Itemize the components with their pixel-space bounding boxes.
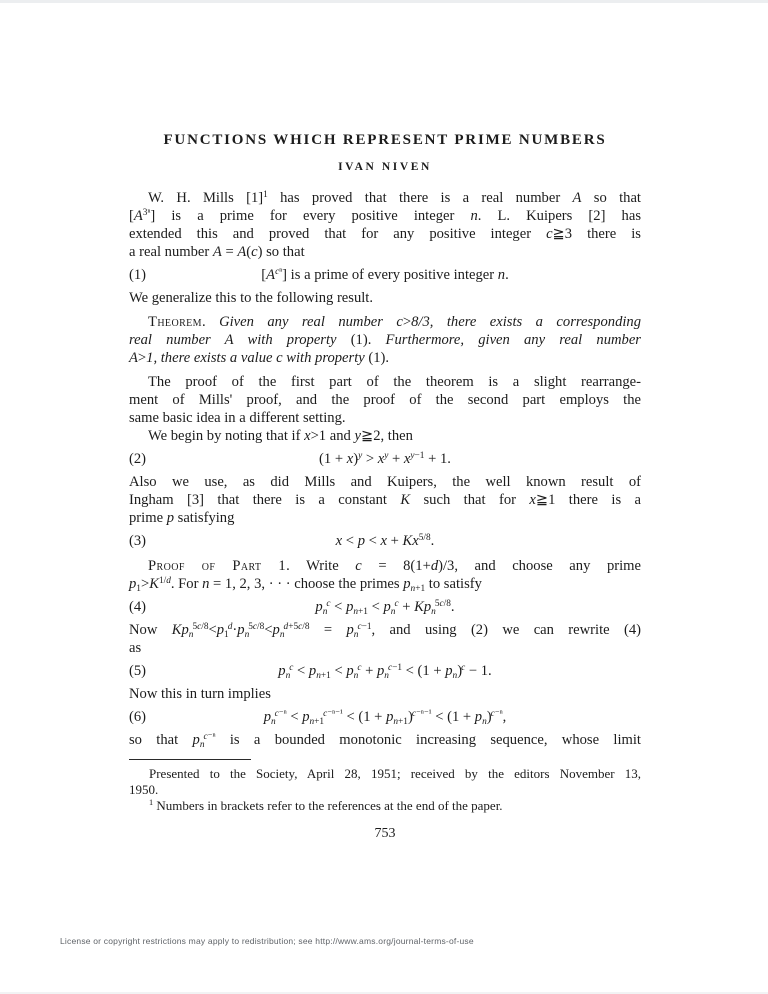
text-line: Now $Kp_n^{5c/8}<p_1^d\cdot p_n^{5c/8}<p_n^{d+5c/8} = p_n^{c-1}$, and using (2) we can rewrite (4) bbox=[129, 621, 641, 640]
text-line: Theorem. Given any real number c>8/3, there exists a corresponding bbox=[148, 314, 642, 330]
text-line: so that $p_n^{c^{-n}}$ is a bounded monotonic increasing sequence, whose limit bbox=[129, 731, 641, 750]
text-line: Ingham [3] that there is a constant K such that for x≧1 there is a bbox=[129, 492, 642, 508]
text-line: as bbox=[129, 640, 142, 656]
paragraph-generalize bbox=[129, 289, 641, 307]
text-line: Now this in turn implies bbox=[129, 686, 271, 702]
text-line: a real number A = A(c) so that bbox=[129, 244, 305, 260]
page-number: 753 bbox=[374, 826, 396, 841]
footnote-presented bbox=[129, 766, 641, 798]
text-line: $^1$ Numbers in brackets refer to the references at the end of the paper. bbox=[149, 798, 503, 813]
text-line: 1950. bbox=[129, 782, 159, 797]
equation-1-formula: $[A^{c^n}]$ is a prime of every positive integer n. bbox=[261, 266, 509, 283]
article-page bbox=[129, 131, 641, 814]
text-line: Also we use, as did Mills and Kuipers, the well known result of bbox=[129, 474, 641, 490]
equation-2-number: (2) bbox=[129, 451, 147, 467]
equation-3-number: (3) bbox=[129, 533, 147, 549]
text-line: W. H. Mills $[1]^1$ has proved that there is a real number A so that bbox=[148, 189, 641, 206]
text-line: Presented to the Society, April 28, 1951; received by the editors November 13, bbox=[149, 766, 641, 781]
equation-4-formula: $p_n^c < p_{n+1} < p_n^c + Kp_n^{5c/8}$. bbox=[315, 598, 455, 617]
text-line: same basic idea in a different setting. bbox=[129, 410, 346, 426]
equation-6 bbox=[129, 707, 641, 727]
paragraph-proof-overview bbox=[129, 373, 641, 427]
paragraph-bounded-sequence bbox=[129, 731, 641, 749]
paragraph-intro bbox=[129, 189, 641, 261]
paragraph-ingham bbox=[129, 473, 641, 527]
text-line: The proof of the first part of the theorem is a slight rearrange- bbox=[148, 374, 641, 390]
equation-5 bbox=[129, 661, 641, 681]
author-name: IVAN NIVEN bbox=[338, 161, 432, 173]
paragraph-proof-part-1 bbox=[129, 557, 641, 593]
text-line: We generalize this to the following result. bbox=[129, 290, 374, 306]
text-line: prime p satisfying bbox=[129, 510, 235, 526]
equation-1-number: (1) bbox=[129, 267, 147, 283]
text-line: A>1, there exists a value c with property (1). bbox=[129, 350, 390, 366]
equation-2 bbox=[129, 449, 641, 469]
equation-6-formula: $p_n^{c^{-n}} < p_{n+1}^{c^{-n-1}} < (1 + p_{n+1})^{c^{-n-1}} < (1 + p_n)^{c^{-n}}$, bbox=[263, 708, 507, 727]
footnote-rule bbox=[129, 759, 251, 760]
theorem-statement bbox=[129, 313, 641, 367]
text-line: We begin by noting that if x>1 and y≧2, then bbox=[148, 428, 413, 444]
text-line: ment of Mills' proof, and the proof of the second part employs the bbox=[129, 392, 641, 408]
paragraph-we-begin bbox=[129, 427, 641, 445]
text-line: $[A^{3^n}]$ is a prime for every positive integer n. L. Kuipers [2] has bbox=[129, 207, 642, 224]
scan-edge-top bbox=[0, 0, 768, 3]
text-line: real number A with property (1). Furthermore, given any real number bbox=[129, 332, 641, 348]
license-note: License or copyright restrictions may apply to redistribution; see http://www.ams.org/journal-terms-of-use bbox=[60, 936, 474, 946]
footnote-references bbox=[129, 798, 641, 814]
equation-3 bbox=[129, 531, 641, 551]
page-title: FUNCTIONS WHICH REPRESENT PRIME NUMBERS bbox=[163, 132, 607, 148]
equation-5-formula: $p_n^c < p_{n+1} < p_n^c + p_n^{c-1} < (1 + p_n)^c - 1$. bbox=[278, 662, 492, 681]
equation-5-number: (5) bbox=[129, 663, 147, 679]
equation-4-number: (4) bbox=[129, 599, 147, 615]
paragraph-rewrite bbox=[129, 621, 641, 657]
equation-1 bbox=[129, 265, 641, 285]
text-line: Proof of Part 1. Write c = 8(1+d)/3, and choose any prime bbox=[148, 558, 641, 574]
equation-4 bbox=[129, 597, 641, 617]
equation-3-formula: $x < p < x + Kx^{5/8}$. bbox=[335, 532, 435, 549]
equation-2-formula: $(1 + x)^y > x^y + x^{y-1} + 1$. bbox=[319, 450, 451, 467]
paragraph-implies bbox=[129, 685, 641, 703]
equation-6-number: (6) bbox=[129, 709, 147, 725]
text-line: extended this and proved that for any positive integer c≧3 there is bbox=[129, 226, 641, 242]
text-line: $p_1>K^{1/d}$. For n = 1, 2, 3, · · · choose the primes $p_{n+1}$ to satisfy bbox=[129, 575, 482, 594]
